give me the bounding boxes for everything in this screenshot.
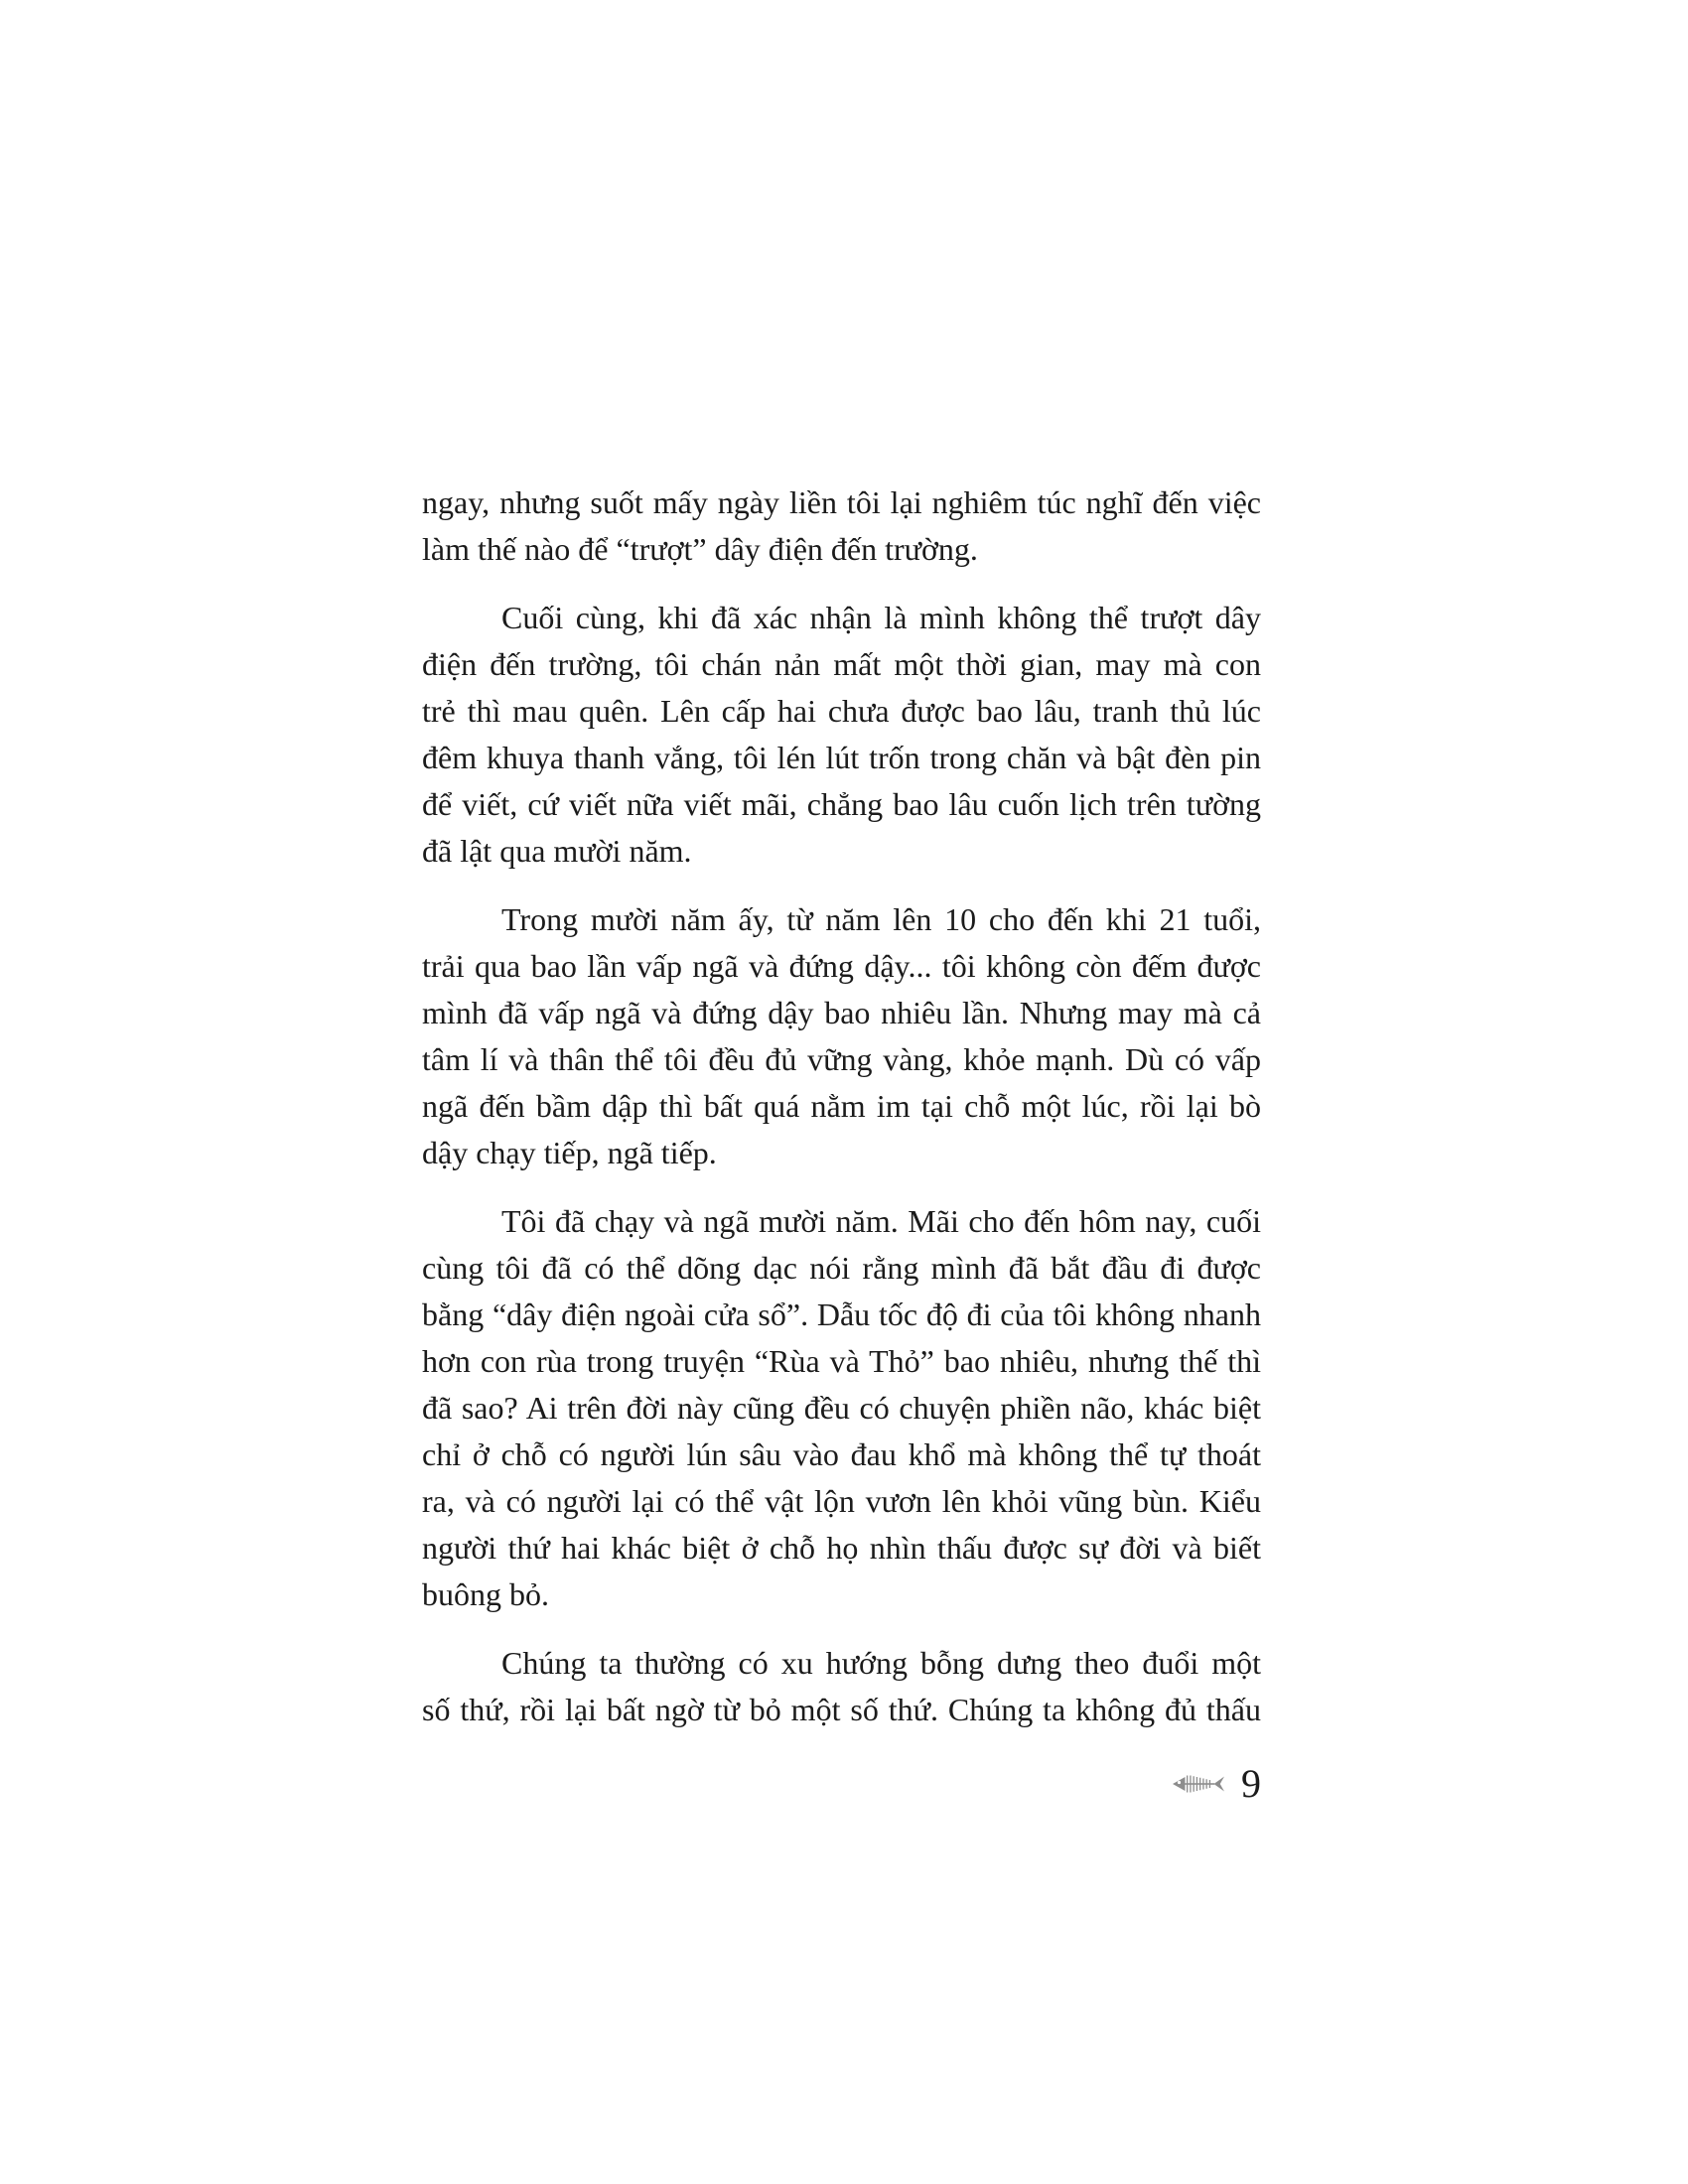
paragraph [422,896,1261,1176]
text-line: Trong mười năm ấy, từ năm lên 10 cho đến khi 21 tuổi, [501,901,1261,937]
text-line: trẻ thì mau quên. Lên cấp hai chưa được bao lâu, tranh thủ lúc [422,693,1261,729]
text-line: hơn con rùa trong truyện “Rùa và Thỏ” bao nhiêu, nhưng thế thì [422,1343,1261,1379]
text-line: bằng “dây điện ngoài cửa sổ”. Dẫu tốc độ đi của tôi không nhanh [422,1297,1261,1332]
text-line: đã lật qua mười năm. [422,833,692,869]
text-line: ngã đến bầm dập thì bất quá nằm im tại chỗ một lúc, rồi lại bò [422,1088,1261,1124]
text-line: ra, và có người lại có thể vật lộn vươn lên khỏi vũng bùn. Kiểu [422,1483,1261,1519]
paragraph [422,1198,1261,1618]
text-line: đã sao? Ai trên đời này cũng đều có chuyện phiền não, khác biệt [422,1390,1261,1426]
page-number: 9 [1241,1761,1261,1806]
text-line: để viết, cứ viết nữa viết mãi, chẳng bao lâu cuốn lịch trên tường [422,786,1261,822]
text-line: buông bỏ. [422,1576,549,1612]
text-line: Chúng ta thường có xu hướng bỗng dưng theo đuổi một [501,1645,1261,1681]
text-line: trải qua bao lần vấp ngã và đứng dậy... tôi không còn đếm được [422,948,1261,984]
text-line: dậy chạy tiếp, ngã tiếp. [422,1135,717,1170]
paragraph [422,479,1261,573]
text-line: mình đã vấp ngã và đứng dậy bao nhiêu lần. Nhưng may mà cả [422,995,1261,1030]
text-line: chỉ ở chỗ có người lún sâu vào đau khổ mà không thể tự thoát [422,1436,1261,1472]
text-line: người thứ hai khác biệt ở chỗ họ nhìn thấu được sự đời và biết [422,1530,1261,1566]
text-line: ngay, nhưng suốt mấy ngày liền tôi lại nghiêm túc nghĩ đến việc [422,484,1261,520]
fishbone-icon [1172,1773,1225,1795]
page-footer [1172,1762,1261,1806]
paragraph [422,1640,1261,1733]
text-line: số thứ, rồi lại bất ngờ từ bỏ một số thứ. Chúng ta không đủ thấu [422,1692,1261,1727]
text-line: cùng tôi đã có thể dõng dạc nói rằng mình đã bắt đầu đi được [422,1250,1261,1286]
paragraph [422,595,1261,875]
text-line: Tôi đã chạy và ngã mười năm. Mãi cho đến hôm nay, cuối [501,1203,1261,1239]
text-line: làm thế nào để “trượt” dây điện đến trường. [422,531,978,567]
text-line: tâm lí và thân thể tôi đều đủ vững vàng, khỏe mạnh. Dù có vấp [422,1041,1261,1077]
text-line: Cuối cùng, khi đã xác nhận là mình không thể trượt dây [501,600,1261,635]
text-line: đêm khuya thanh vắng, tôi lén lút trốn trong chăn và bật đèn pin [422,740,1261,775]
text-line: điện đến trường, tôi chán nản mất một thời gian, may mà con [422,646,1261,682]
body-text [422,479,1261,1733]
